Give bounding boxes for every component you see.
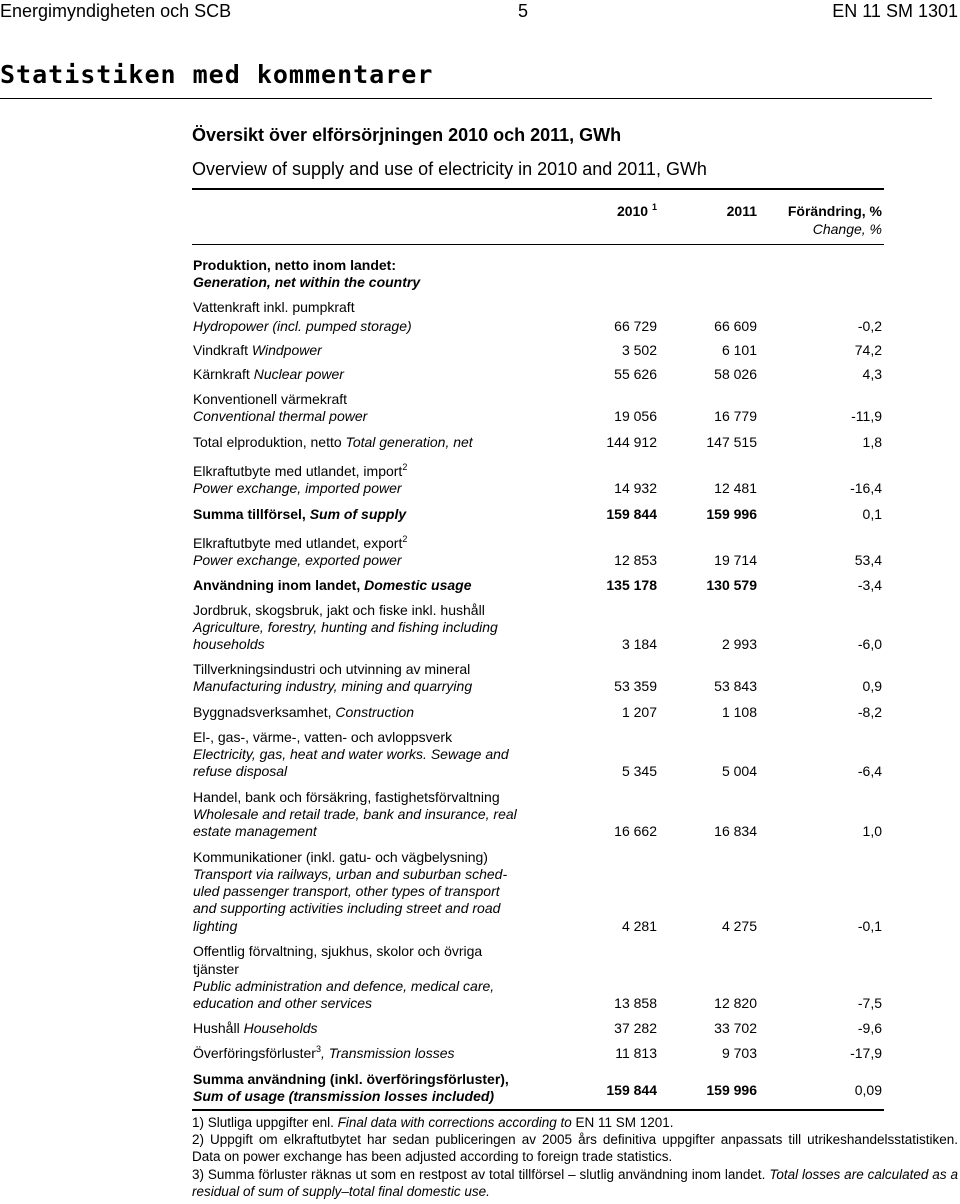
row-nuclear: Kärnkraft Nuclear power [193,366,344,382]
col-2011: 2011 [726,203,757,219]
trade-2011: 16 834 [714,823,757,839]
constr-2011: 1 108 [721,704,757,720]
hydro-2011: 66 609 [714,318,757,334]
comm-2011: 4 275 [721,918,757,934]
row-comm-en2: uled passenger transport, other types of transport [193,883,500,899]
thermal-2011: 16 779 [714,408,757,424]
nuclear-2010: 55 626 [614,366,657,382]
constr-2010: 1 207 [621,704,657,720]
usage-total-2011: 159 996 [706,1082,757,1098]
row-comm-en4: lighting [193,918,238,934]
table-top-rule [192,188,884,190]
supply-2010: 159 844 [606,506,657,522]
elec-change: -6,4 [857,763,882,779]
row-manuf-sv: Tillverkningsindustri och utvinning av mineral [193,661,471,677]
constr-change: -8,2 [857,704,882,720]
col-2010: 2010 $^1$ [616,202,657,219]
row-import-sv: Elkraftutbyte med utlandet, import$^2$ [193,462,408,479]
row-elec-en2: refuse disposal [193,763,288,779]
row-sum-supply: Summa tillförsel, Sum of supply [193,506,407,522]
losses-2011: 9 703 [721,1045,757,1061]
elec-2011: 5 004 [721,763,757,779]
header-rule [192,244,884,245]
footnote-3: 3) Summa förluster räknas ut som en restpost av total tillförsel – slutlig användning inom landet. Total losses are calculated as a residual of sum of supply–total final domestic use. [192,1167,958,1199]
footnote-2: 2) Uppgift om elkraftutbytet har sedan publiceringen av 2005 års definitiva uppgifter anpassats till utrikeshandelsstatistiken. Data on power exchange has been adjusted according to foreign trade statistics. [192,1132,958,1164]
row-trade-sv: Handel, bank och försäkring, fastighetsförvaltning [193,789,500,805]
trade-2010: 16 662 [614,823,657,839]
row-hydro-sv: Vattenkraft inkl. pumpkraft [193,299,355,315]
row-thermal-en: Conventional thermal power [193,408,368,424]
row-public-sv2: tjänster [193,961,239,977]
elec-2010: 5 345 [621,763,657,779]
agri-change: -6,0 [857,636,882,652]
row-usage-total-en: Sum of usage (transmission losses included) [193,1088,495,1104]
row-losses: Överföringsförluster$^3$, Transmission losses [193,1044,455,1061]
import-2010: 14 932 [614,480,657,496]
export-change: 53,4 [854,552,882,568]
title-rule [0,98,932,99]
supply-2011: 159 996 [706,506,757,522]
row-trade-en1: Wholesale and retail trade, bank and insurance, real [193,806,517,822]
public-2011: 12 820 [714,995,757,1011]
households-2010: 37 282 [614,1020,657,1036]
row-public-en1: Public administration and defence, medical care, [193,978,495,994]
row-manuf-en: Manufacturing industry, mining and quarrying [193,678,473,694]
wind-2011: 6 101 [721,342,757,358]
row-comm-sv: Kommunikationer (inkl. gatu- och vägbelysning) [193,849,488,865]
row-elec-en1: Electricity, gas, heat and water works. Sewage and [193,746,509,762]
supply-change: 0,1 [862,506,882,522]
usage-total-change: 0,09 [854,1082,882,1098]
nuclear-2011: 58 026 [714,366,757,382]
report-code: EN 11 SM 1301 [832,1,958,21]
section-heading-en: Generation, net within the country [193,274,421,290]
row-trade-en2: estate management [193,823,317,839]
import-2011: 12 481 [714,480,757,496]
import-change: -16,4 [850,480,882,496]
row-total-generation: Total elproduktion, netto Total generation, net [193,434,473,450]
col-change: Förändring, % [787,203,882,219]
total-gen-change: 1,8 [862,434,882,450]
main-title: Statistiken med kommentarer [0,60,434,89]
row-comm-en3: and supporting activities including street and road [193,900,501,916]
row-agri-en2: households [193,636,265,652]
row-construction: Byggnadsverksamhet, Construction [193,704,415,720]
row-public-en2: education and other services [193,995,372,1011]
col-change-en: Change, % [812,221,882,237]
thermal-change: -11,9 [851,408,882,424]
agri-2010: 3 184 [621,636,657,652]
row-agri-sv: Jordbruk, skogsbruk, jakt och fiske inkl. hushåll [193,602,485,618]
public-change: -7,5 [857,995,882,1011]
domestic-2010: 135 178 [606,577,657,593]
wind-2010: 3 502 [621,342,657,358]
row-thermal-sv: Konventionell värmekraft [193,391,348,407]
export-2010: 12 853 [614,552,657,568]
row-households: Hushåll Households [193,1020,318,1036]
trade-change: 1,0 [862,823,882,839]
row-import-en: Power exchange, imported power [193,480,402,496]
total-gen-2010: 144 912 [606,434,657,450]
row-elec-sv: El-, gas-, värme-, vatten- och avloppsverk [193,729,453,745]
table-title-sv: Översikt över elförsörjningen 2010 och 2011, GWh [192,125,622,145]
households-change: -9,6 [857,1020,882,1036]
table-title-en: Overview of supply and use of electricity in 2010 and 2011, GWh [192,159,707,179]
agri-2011: 2 993 [721,636,757,652]
row-hydro-en: Hydropower (incl. pumped storage) [193,318,412,334]
row-export-en: Power exchange, exported power [193,552,402,568]
manuf-2011: 53 843 [714,678,757,694]
households-2011: 33 702 [714,1020,757,1036]
hydro-change: -0,2 [857,318,882,334]
footnote-1: 1) Slutliga uppgifter enl. Final data with corrections according to EN 11 SM 1201. [192,1115,674,1130]
header-agency: Energimyndigheten och SCB [0,1,232,21]
hydro-2010: 66 729 [614,318,657,334]
usage-total-2010: 159 844 [606,1082,657,1098]
domestic-2011: 130 579 [706,577,757,593]
losses-change: -17,9 [850,1045,882,1061]
public-2010: 13 858 [614,995,657,1011]
row-domestic-usage: Användning inom landet, Domestic usage [193,577,472,593]
table-bottom-rule [192,1109,884,1111]
section-heading-sv: Produktion, netto inom landet: [193,257,396,273]
total-gen-2011: 147 515 [706,434,757,450]
row-usage-total-sv: Summa användning (inkl. överföringsförluster), [193,1071,509,1087]
thermal-2010: 19 056 [614,408,657,424]
manuf-2010: 53 359 [614,678,657,694]
row-public-sv1: Offentlig förvaltning, sjukhus, skolor och övriga [193,943,483,959]
manuf-change: 0,9 [862,678,882,694]
comm-2010: 4 281 [621,918,657,934]
export-2011: 19 714 [714,552,757,568]
domestic-change: -3,4 [857,577,882,593]
row-comm-en1: Transport via railways, urban and suburban sched- [193,866,508,882]
nuclear-change: 4,3 [862,366,882,382]
comm-change: -0,1 [857,918,882,934]
wind-change: 74,2 [854,342,882,358]
page-number: 5 [518,1,529,21]
losses-2010: 11 813 [615,1045,657,1061]
row-wind: Vindkraft Windpower [193,342,322,358]
row-agri-en1: Agriculture, forestry, hunting and fishing including [193,619,498,635]
row-export-sv: Elkraftutbyte med utlandet, export$^2$ [193,534,408,551]
